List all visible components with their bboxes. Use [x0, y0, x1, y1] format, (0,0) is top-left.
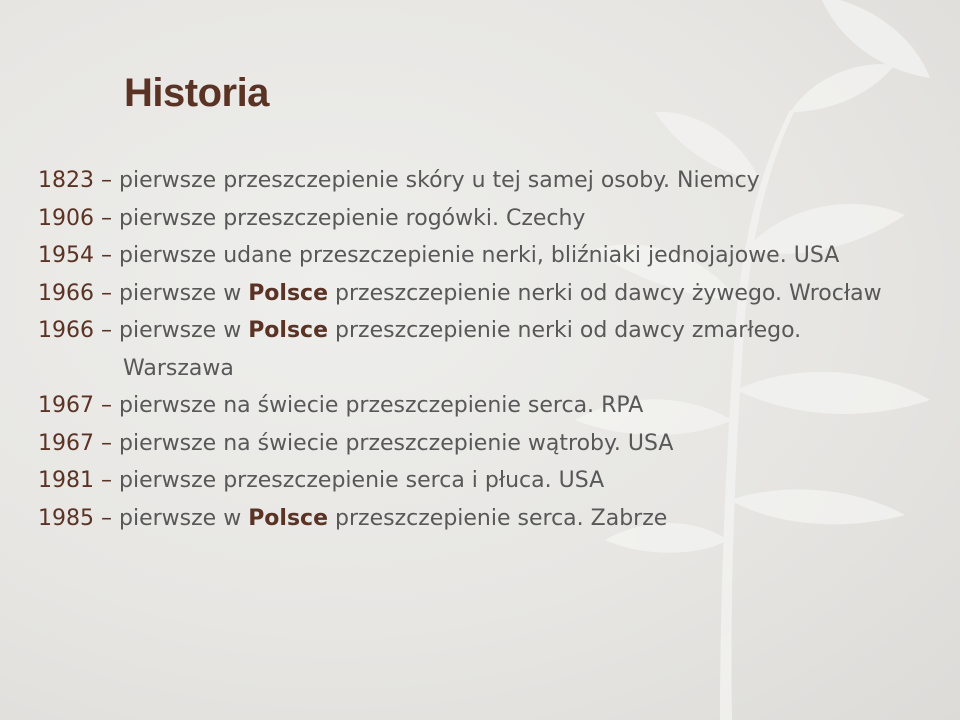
- entry-place: Wrocław: [788, 280, 882, 306]
- history-timeline-list: [38, 162, 898, 537]
- entry-year: 1967: [38, 393, 94, 418]
- entry-country-emphasis: Polsce: [248, 318, 329, 343]
- entry-year: 1966: [38, 280, 94, 306]
- entry-year: 1823: [38, 168, 94, 193]
- entry-dash: –: [101, 393, 112, 418]
- entry-dash: –: [101, 468, 112, 493]
- entry-dash: –: [101, 243, 112, 268]
- entry-dash: –: [101, 280, 112, 306]
- entry-description: pierwsze na świecie przeszczepienie serca.: [119, 393, 595, 418]
- entry-description: pierwsze w: [119, 280, 242, 306]
- entry-description: pierwsze przeszczepienie serca i płuca.: [119, 468, 552, 493]
- timeline-entry: [38, 312, 898, 387]
- entry-description: pierwsze przeszczepienie rogówki.: [119, 205, 499, 231]
- entry-description: pierwsze w: [119, 505, 242, 531]
- entry-year: 1967: [38, 430, 94, 456]
- entry-place: RPA: [601, 393, 644, 418]
- entry-place: Czechy: [505, 205, 586, 231]
- timeline-entry: [38, 237, 898, 275]
- entry-description: pierwsze na świecie przeszczepienie wątroby.: [119, 430, 621, 456]
- entry-description: przeszczepienie serca.: [335, 505, 584, 531]
- entry-place: Niemcy: [677, 168, 760, 193]
- entry-description: pierwsze udane przeszczepienie nerki, bliźniaki jednojajowe.: [119, 243, 787, 268]
- entry-description: pierwsze przeszczepienie skóry u tej samej osoby.: [119, 168, 671, 193]
- entry-description: przeszczepienie nerki od dawcy zmarłego.: [335, 318, 802, 343]
- timeline-entry: [38, 162, 898, 200]
- timeline-entry: [38, 425, 898, 463]
- slide-title: Historia: [124, 71, 269, 115]
- entry-dash: –: [101, 205, 112, 231]
- timeline-entry: [38, 387, 898, 425]
- entry-dash: –: [101, 430, 112, 456]
- entry-country-emphasis: Polsce: [248, 505, 329, 531]
- timeline-entry: [38, 200, 898, 238]
- entry-description: przeszczepienie nerki od dawcy żywego.: [335, 280, 782, 306]
- timeline-entry: [38, 275, 898, 313]
- entry-year: 1985: [38, 505, 94, 531]
- timeline-entry: [38, 462, 898, 500]
- entry-place: Zabrze: [590, 505, 668, 531]
- entry-place: USA: [558, 468, 605, 493]
- timeline-entry: [38, 500, 898, 538]
- entry-year: 1966: [38, 318, 94, 343]
- entry-dash: –: [101, 168, 112, 193]
- entry-country-emphasis: Polsce: [248, 280, 329, 306]
- entry-place: USA: [627, 430, 674, 456]
- entry-year: 1981: [38, 468, 94, 493]
- entry-year: 1954: [38, 243, 94, 268]
- entry-dash: –: [101, 318, 112, 343]
- entry-dash: –: [101, 505, 112, 531]
- entry-description: pierwsze w: [119, 318, 242, 343]
- entry-place: Warszawa: [123, 355, 234, 381]
- entry-year: 1906: [38, 205, 94, 231]
- entry-place: USA: [793, 243, 840, 268]
